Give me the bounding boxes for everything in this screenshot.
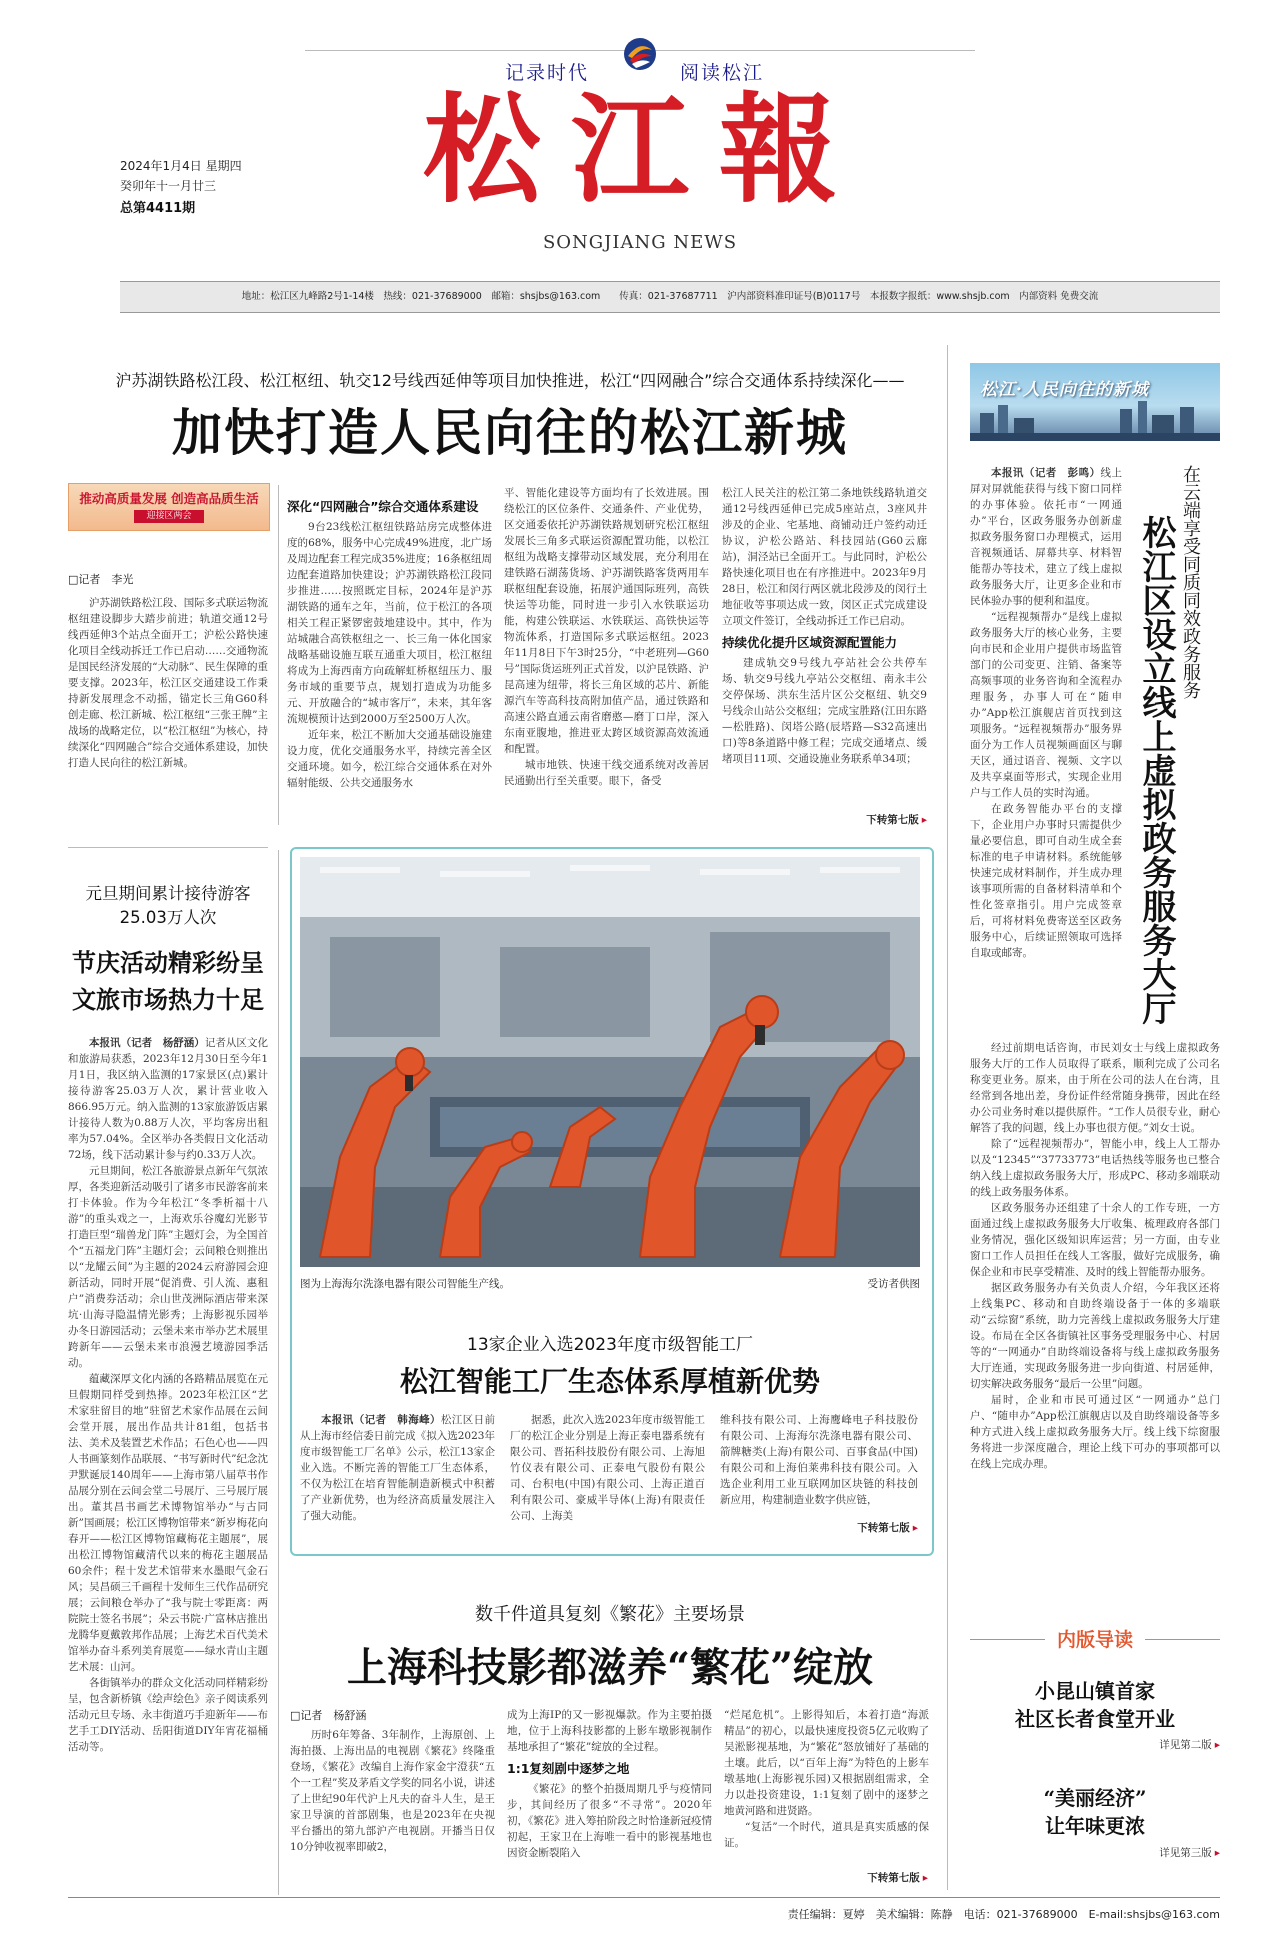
info-bar-text: 地址：松江区九峰路2号1-14楼 热线：021-37689000 邮箱：shsjbs@163.com 传真：021-37687711 沪内部资料准印证号(B)0117号 本报数字报纸：www.shsjb.com 内部资料 免费交流 — [241, 291, 1099, 302]
factory-title: 松江智能工厂生态体系厚植新优势 — [399, 1365, 820, 1398]
right-banner-text: 松江·人民向往的新城 — [980, 380, 1149, 400]
newspaper-logo-icon — [622, 36, 658, 72]
movie-col2: 成为上海IP的又一影视爆款。作为主要拍摄地，位于上海科技影都的上影车墩影视制作基地承担了“繁花”绽放的全过程。 1:1复刻剧中逐梦之地 《繁花》的整个拍摄周期几乎与疫情同步，其间经历了很多“不寻常”。2020年初，《繁花》进入筹拍阶段之时恰逢新冠疫情初起，王家卫在上海唯一看中的影视基地也因资金断裂陷入 — [507, 1709, 712, 1859]
right-title: 松江区设立线上虚拟政务服务大厅 — [1136, 515, 1176, 1025]
movie-col2-subhead: 1:1复刻剧中逐梦之地 — [507, 1761, 630, 1776]
yuandan-body: 本报讯（记者 杨舒涵）记者从区文化和旅游局获悉，2023年12月30日至今年1月1日，我区纳入监测的17家景区(点)累计接待游客25.03万人次，累计营业收入866.95万元。纳入监测的13家旅游饭店累计接待人数为0.88万人次，平均客房出租率为57.04%。全区举办各类假日文化活动72场，线下活动累计参与约0.33万人次。 元旦期间，松江各旅游景点新年气氛浓厚，各类迎新活动吸引了诸多市民游客前来打卡体验。作为今年松江“冬季析福十八游”的重头戏之一，上海欢乐谷魔幻光影节打造巨型“瑞兽龙门阵”主题灯会，为全国首个“五福龙门阵”主题灯会；云间粮仓则推出以“龙耀云间”为主题的2024云府游园会迎新活动，同时开展“促消费、引人流、惠租户”消费券活动；佘山世茂洲际酒店带来深坑·山海寻隐温情光影秀；上海影视乐园举办冬日游园活动；云堡未来市举办艺术展里跨新年——云堡未来市浪漫艺境游园季活动。 蕴藏深厚文化内涵的各路精品展览在元旦假期同样受到热捧。2023年松江区“艺术家驻留目的地”驻留艺术家作品展在云间会堂开展，展出作品共计81组，包括书法、美术及装置艺术作品；石色心也——四人书画篆刻作品联展、“书写新时代”纪念沈尹默诞辰140周年——上海市第八届草书作品展分别在云间会堂二号展厅、三号展厅展出。董其昌书画艺术博物馆举办“与古同新”国画展；松江区博物馆带来“新岁梅花向春开——松江区博物馆藏梅花主题展”，展出松江博物馆藏清代以来的梅花主题展品60余件；程十发艺术馆带来水墨眼气金石风；吴昌硕三千画程十发师生三代作品研究展；云间粮仓举办了“我与院士零距离：两院院士签名书展”；朵云书院·广富林店推出龙腾华夏戴敦邦作品展；上海艺术百代美术馆举办奋斗系列美育展览——绿水青山主题艺术展：山河。 各街镇举办的群众文化活动同样精彩纷呈，包含新桥镇《绘声绘色》亲子阅读系列活动元旦专场、永丰街道巧手迎新年——布艺手工DIY活动、岳阳街道DIY年宵花福桶活动等。 — [68, 1037, 268, 1753]
footer-rule — [68, 1897, 1220, 1898]
slogan-right: 阅读松江 — [680, 62, 765, 84]
guide-item1-title-line2: 社区长者食堂开业 — [1015, 1707, 1175, 1731]
issue-date: 2024年1月4日 星期四 — [120, 159, 242, 173]
movie-title: 上海科技影都滋养“繁花”绽放 — [346, 1644, 873, 1691]
right-banner — [970, 363, 1220, 441]
lead-col1: 沪苏湖铁路松江段、国际多式联运物流枢纽建设脚步大踏步前进；轨道交通12号线西延伸3个站点全面开工；沪松公路快速化项目全线动拆迁工作已启动……交通物流是国民经济发展的“大动脉”、民生保障的重要支撑。2023年，松江区交通建设工作秉持新发展理念不动摇，锚定长三角G60科创走廊、松江新城、松江枢纽“三张王牌”主战场的战略定位，以“松江枢纽”为核心，持续深化“四网融合”综合交通体系建设，加快打造人民向往的松江新城。 — [68, 597, 268, 769]
factory-kicker: 13家企业入选2023年度市级智能工厂 — [467, 1335, 753, 1355]
lead-badge-main: 推动高质量发展 创造高品质生活 — [79, 491, 259, 506]
lead-col2: 深化“四网融合”综合交通体系建设 9台23线松江枢纽铁路站房完成整体进度的68%，服务中心完成49%进度，北广场及周边配套工程完成35%进度；16条枢纽周边配套道路加快建设；沪苏湖铁路松江段同步推进……按照既定目标，2024年是沪苏湖铁路的通车之年，当前，位于松江的各项相关工程正紧锣密鼓地建设中。其中，作为站城融合高铁枢纽之一、长三角一体化国家战略基础设施互联互通重大项目，松江枢纽将成为上海西南方向疏解虹桥枢纽压力、服务市域的重要节点，规划打造成为功能多元、开放融合的“城市客厅”，未来，其年客流规模预计达到2000万至2500万人次。 近年来，松江不断加大交通基础设施建设力度，优化交通服务水平，持续完善全区交通环境。如今，松江综合交通体系在对外辐射能级、公共交通服务水 — [287, 499, 492, 789]
guide-item2-page-link[interactable]: 详见第三版 ▸ — [1100, 1845, 1220, 1860]
right-text-bottom: 经过前期电话咨询，市民刘女士与线上虚拟政务服务大厅的工作人员取得了联系，顺利完成了公司名称变更业务。原来，由于所在公司的法人在台湾，且经常到各地出差，身份证件经常随身携带，因此在经办公司业务时难以提供原件。“工作人员很专业，耐心解答了我的问题，线上办事也很方便。”刘女士说。 除了“远程视频帮办”，智能小申，线上人工帮办以及“12345”“37733773”电话热线等服务也已整合纳入线上虚拟政务服务大厅，形成PC、移动多端联动的线上政务服务体系。 区政务服务办还组建了十余人的工作专班，一方面通过线上虚拟政务服务大厅收集、梳理政府各部门业务情况，强化区级知识库运营；另一方面，由专业窗口工作人员担任在线人工客服，做好完成服务，确保企业和市民享受精准、及时的线上智能帮办服务。 据区政务服务办有关负责人介绍，今年我区还将上线集PC、移动和自助终端设备于一体的多端联动“云综窗”系统，助力完善线上虚拟政务服务大厅建设。布局在全区各街镇社区事务受理服务中心、村居等的“一网通办”自助终端设备将与线上虚拟政务服务大厅连通，实现政务服务进一步向街道、村居延伸，切实解决政务服务“最后一公里”问题。 届时，企业和市民可通过区“一网通办”总门户、“随申办”App松江旗舰店以及自助终端设备等多种方式进入线上虚拟政务服务大厅。线上线下综窗服务将进一步深度融合，理论上线下可办的事项都可以在线上完成办理。 — [970, 1042, 1220, 1470]
factory-continued-link[interactable]: 下转第七版 ▸ — [810, 1520, 918, 1535]
lead-col2-subhead: 深化“四网融合”综合交通体系建设 — [287, 499, 479, 514]
newspaper-title: 松江報 — [422, 80, 867, 219]
lead-col3: 平、智能化建设等方面均有了长效进展。围绕松江的区位条件、交通条件、产业优势，区交通委依托沪苏湖铁路规划研究松江枢纽发展长三角多式联运资源配置功能，以松江枢纽为战略支撑带动区域发展，充分利用在建铁路石湖荡货场、沪苏湖铁路客货两用车联枢纽配套设施，拓展沪通国际班列，高铁快运等功能，同时进一步引入水铁联运功能，构建公铁联运、水铁联运、高铁快运等物流体系，打造国际多式联运枢纽。2023年11月8日下午3时25分，“中老班列—G60号”国际货运班列正式首发，以沪昆铁路、沪昆高速为纽带，将长三角区域的芯片、新能源汽车等高科技高附加值产品，通过铁路和高速公路直通云南省磨憨—磨丁口岸，深入东南亚腹地，推进亚太跨区域资源高效流通和配置。 城市地铁、快速干线交通系统对改善居民通勤出行至关重要。眼下，备受 — [504, 487, 709, 787]
right-text-top: 本报讯（记者 彭鸣）线上屏对屏就能获得与线下窗口同样的办事体验。依托市“一网通办”平台，区政务服务办创新虚拟政务服务窗口办理模式，运用音视频通话、屏幕共享、材料智能帮办等技术，建立了线上虚拟政务服务大厅，让更多企业和市民体验办事的便利和温度。 “远程视频帮办”是线上虚拟政务服务大厅的核心业务，主要向市民和企业用户提供市场监管部门的公司变更、注销、备案等高频事项的业务咨询和全流程办理服务，办事人可在“随申办”App松江旗舰店首页找到这项服务。“远程视频帮办”服务界面分为工作人员视频画面区与聊天区，通过语音、视频、文字以及共享桌面等形式，实现企业用户与工作人员的实时沟通。 在政务智能办平台的支撑下，企业用户办事时只需提供少量必要信息，即可自动生成全套标准的电子申请材料。系统能够快速完成材料制作，并生成办理该事项所需的自备材料清单和个性化签章指引。用户完成签章后，可将材料免费寄送至区政务服务中心，后续证照领取可选择自取或邮寄。 — [970, 467, 1122, 959]
factory-col2: 据悉，此次入选2023年度市级智能工厂的松江企业分别是上海正泰电器系统有限公司、晋拓科技股份有限公司、上海旭竹仪表有限公司、正泰电气股份有限公司、台积电(中国)有限公司、上海正道百利有限公司、豪威半导体(上海)有限责任公司、上海美 — [510, 1414, 705, 1522]
lead-col4: 松江人民关注的松江第二条地铁线路轨道交通12号线西延伸已完成5座站点，3座风井涉及的企业、宅基地、商铺动迁户签约动迁协议，沪松公路站、科技园站(G60云廊站)，洞泾站已全面开工。与此同时，沪松公路快速化项目也在有序推进中。2023年9月28日，松江和闵行两区就北段涉及的闵行土地征收等事项达成一致，闵区正式完成建设立项文件签订，全线动拆迁工作已启动。 持续优化提升区域资源配置能力 建成轨交9号线九亭站社会公共停车场、轨交9号线九亭站公交枢纽、南永丰公交停保场、洪东生活片区公交枢纽、轨交9号线佘山站公交枢纽；完成宝胜路(江田东路—松胜路)、闵塔公路(辰塔路—S32高速出口)等8条道路中修工程；完成交通堵点、缓堵项目11项、交通设施业务联系单34项； — [722, 487, 927, 765]
lead-badge — [68, 483, 270, 531]
yuandan-top-rule — [68, 847, 268, 848]
guide-item1-page-link[interactable]: 详见第二版 ▸ — [1100, 1737, 1220, 1752]
lead-badge-sub: 迎接区两会 — [134, 510, 204, 523]
yuandan-kicker: 元旦期间累计接待游客25.03万人次 — [85, 884, 251, 927]
guide-item2-title-line1: “美丽经济” — [1043, 1786, 1147, 1810]
guide-item2-title-line2: 让年味更浓 — [1045, 1814, 1145, 1838]
factory-col1: 本报讯（记者 韩海峰）松江区日前从上海市经信委日前完成《拟入选2023年度市级智能工厂名单》公示，松江13家企业入选。不断完善的智能工厂生态体系，不仅为松江在培育智能制造新模式中积蓄了产业新优势，也为经济高质量发展注入了强大动能。 — [300, 1414, 495, 1522]
movie-byline: □记者 杨舒涵 — [290, 1709, 367, 1722]
lunar-date: 癸卯年十一月廿三 — [120, 179, 217, 193]
lead-title: 加快打造人民向往的松江新城 — [172, 404, 848, 462]
guide-item1-title-line1: 小昆山镇首家 — [1035, 1679, 1155, 1703]
yuandan-title-line2: 文旅市场热力十足 — [72, 985, 264, 1014]
right-column-divider — [947, 345, 948, 1890]
factory-photo — [300, 857, 920, 1267]
photo-credit: 受访者供图 — [867, 1278, 920, 1290]
slogan-left: 记录时代 — [505, 62, 590, 84]
lead-continued-link[interactable]: 下转第七版 ▸ — [820, 812, 927, 827]
yuandan-title-line1: 节庆活动精彩纷呈 — [72, 948, 264, 977]
footer-credits: 责任编辑：夏婷 美术编辑：陈静 电话：021-37689000 E-mail:shsjbs@163.com — [787, 1908, 1220, 1921]
masthead — [0, 0, 1280, 302]
movie-kicker: 数千件道具复刻《繁花》主要场景 — [475, 1604, 745, 1625]
movie-col1: 历时6年筹备、3年制作，上海原创、上海拍摄、上海出品的电视剧《繁花》终隆重登场，《繁花》改编自上海作家金宇澄获“五个一工程”奖及茅盾文学奖的同名小说，讲述了上世纪90年代沪上凡夫的奋斗人生，是王家卫导演的首部剧集，也是2023年在央视平台播出的第九部沪产电视剧。开播当日仅10分钟收视率即破2， — [290, 1729, 495, 1853]
lead-col4-subhead: 持续优化提升区域资源配置能力 — [722, 635, 898, 650]
guide-box — [970, 1625, 1220, 1895]
lead-byline: □记者 李光 — [68, 573, 134, 586]
movie-continued-link[interactable]: 下转第七版 ▸ — [820, 1870, 928, 1885]
yuandan-divider — [278, 850, 279, 1895]
info-bar — [120, 281, 1220, 313]
photo-caption: 图为上海海尔洗涤电器有限公司智能生产线。 — [300, 1278, 510, 1290]
factory-col3: 维科技有限公司、上海鹰峰电子科技股份有限公司、上海海尔洗涤电器有限公司、箭牌糖类(上海)有限公司、百事食品(中国)有限公司和上海伯莱弗科技有限公司。入选企业利用工业互联网加区块链的科技创新应用，构建制造业数字供应链， — [720, 1414, 918, 1506]
movie-col3: “烂尾危机”。上影得知后，本着打造“海派精品”的初心，以最快速度投资5亿元收购了吴淞影视基地，为“繁花”怒放铺好了基础的土壤。此后，以“百年上海”为特色的上影车墩基地(上海影视乐园)又根据剧组需求，全力以赴投资建设，1:1复刻了剧中的逐梦之地黄河路和进贤路。 “复活”一个时代，道具是真实质感的保证。 — [724, 1709, 929, 1849]
issue-number: 总第4411期 — [120, 201, 196, 216]
guide-heading: 内版导读 — [1045, 1625, 1145, 1652]
newspaper-title-en: SONGJIANG NEWS — [542, 232, 738, 253]
right-kicker: 在云端享受同质同效政务服务 — [1180, 465, 1201, 699]
lead-kicker: 沪苏湖铁路松江段、松江枢纽、轨交12号线西延伸等项目加快推进，松江“四网融合”综合交通体系持续深化—— — [115, 371, 905, 390]
lead-divider-1 — [278, 485, 279, 825]
